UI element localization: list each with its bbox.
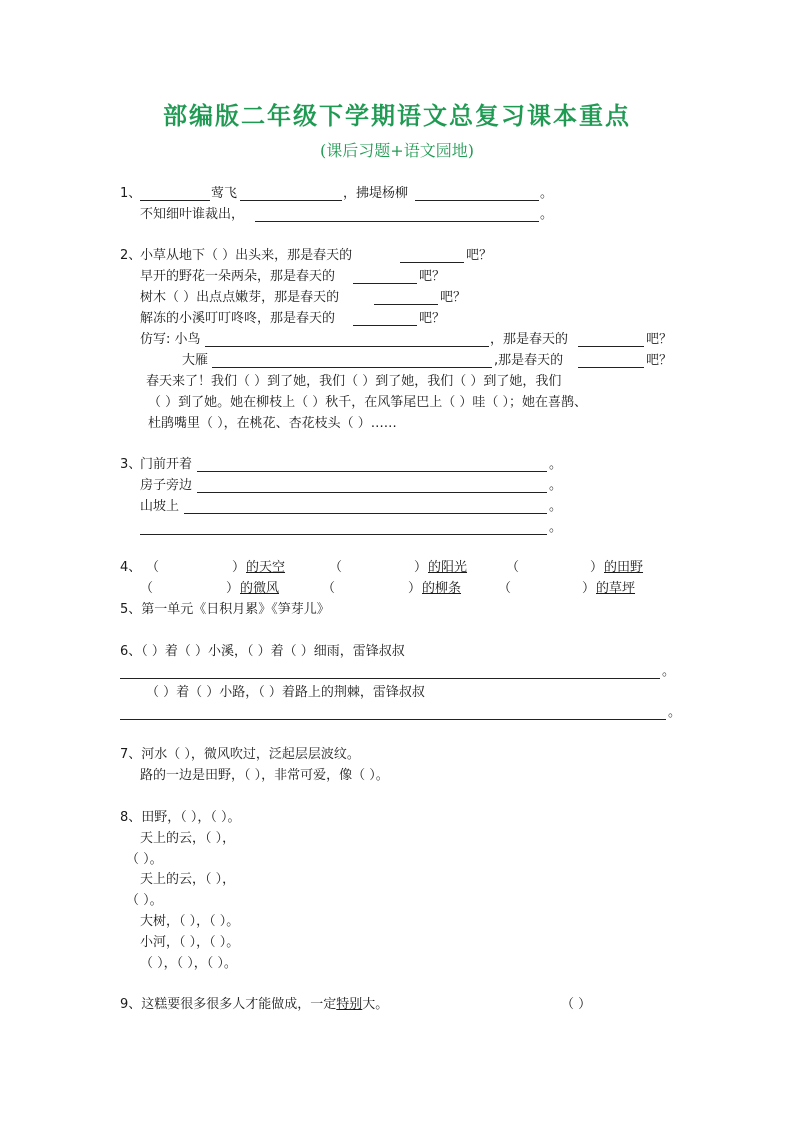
q2-line3: 树木（ ）出点点嫩芽，那是春天的 — [140, 290, 340, 305]
q1-blank-1[interactable] — [140, 200, 210, 201]
q8-line1: 8、田野，（ ），（ ）。 — [120, 810, 241, 825]
q6-line2: （ ）着（ ）小路，（ ）着路上的荆棘，雷锋叔叔 — [146, 685, 425, 700]
q4-open-2: （ — [329, 560, 343, 575]
q9-underlined-word: 特别 — [336, 997, 363, 1012]
q2-dy-blank-1[interactable] — [212, 367, 492, 368]
q1-text-a: 莺飞 — [211, 186, 238, 201]
q9-text-b: 大。 — [362, 997, 389, 1012]
q6-blank-1[interactable] — [120, 678, 660, 679]
q3-end-3: 。 — [549, 499, 563, 514]
q3-line3: 山坡上 — [140, 499, 180, 514]
q3-end-4: 。 — [549, 520, 563, 535]
q1-number: 1、 — [120, 186, 142, 201]
q3-blank-2[interactable] — [197, 492, 547, 493]
q2-fx-ba-1: 吧？ — [646, 332, 673, 347]
q4-word-6: 的草坪 — [596, 581, 636, 596]
q4-open-6: （ — [498, 581, 512, 596]
q1-text-b: ，拂堤杨柳 — [343, 186, 409, 201]
q2-blank-4[interactable] — [353, 325, 417, 326]
q2-blank-2[interactable] — [353, 283, 417, 284]
q3-line2: 房子旁边 — [140, 478, 193, 493]
q3-end-2: 。 — [549, 478, 563, 493]
q9-answer-paren[interactable]: （ ） — [561, 997, 592, 1012]
q4-close-1: ） — [232, 560, 246, 575]
q2-dy-label: 大雁 — [182, 353, 209, 368]
q2-ba-2: 吧？ — [419, 269, 446, 284]
q9-text — [120, 997, 388, 1013]
q4-word-3: 的田野 — [604, 560, 644, 575]
q2-fx-end-1: ，那是春天的 — [490, 332, 569, 347]
q4-number: 4、 — [120, 560, 142, 575]
page-title: 部编版二年级下学期语文总复习课本重点 — [163, 101, 631, 130]
q4-word-5: 的柳条 — [422, 581, 462, 596]
q8-line2: 天上的云，（ ）， — [140, 831, 236, 846]
q2-fx-ba-2: 吧？ — [646, 353, 673, 368]
q4-open-1: （ — [146, 560, 160, 575]
q5-text: 5、第一单元《日积月累》《笋芽儿》 — [120, 602, 330, 617]
q2-dy-blank-2[interactable] — [578, 367, 644, 368]
q2-line4: 解冻的小溪叮叮咚咚，那是春天的 — [140, 311, 336, 326]
q2-ba-1: 吧？ — [466, 248, 493, 263]
q4-open-3: （ — [506, 560, 520, 575]
q2-para-1: 春天来了！我们（ ）到了她，我们（ ）到了她，我们（ ）到了她，我们 — [146, 374, 562, 389]
q1-blank-3[interactable] — [415, 200, 539, 201]
q1-end: 。 — [540, 186, 554, 201]
q9-text-a: 9、这糕要很多很多人才能做成，一定 — [120, 997, 337, 1012]
q3-line1: 门前开着 — [140, 457, 193, 472]
q4-word-1: 的天空 — [246, 560, 286, 575]
q1-end2: 。 — [540, 207, 554, 222]
q2-fx-blank-2[interactable] — [578, 346, 644, 347]
q8-line4: 天上的云，（ ）， — [140, 872, 236, 887]
page-subtitle: (课后习题+语文园地) — [320, 141, 474, 160]
q1-line2: 不知细叶谁裁出， — [140, 207, 245, 222]
q2-fx-blank-1[interactable] — [205, 346, 489, 347]
q2-fx-label: 仿写: 小鸟 — [140, 332, 201, 347]
q2-ba-3: 吧？ — [440, 290, 467, 305]
q2-para-2: （ ）到了她。她在柳枝上（ ）秋千，在风筝尾巴上（ ）哇（ ）；她在喜鹊、 — [148, 395, 588, 410]
q6-blank-2[interactable] — [120, 719, 666, 720]
q1-blank-4[interactable] — [255, 221, 539, 222]
q1-blank-2[interactable] — [240, 200, 342, 201]
q4-open-5: （ — [322, 581, 336, 596]
q4-word-4: 的微风 — [240, 581, 280, 596]
q2-ba-4: 吧？ — [419, 311, 446, 326]
q2-para-3: 杜鹃嘴里（ ），在桃花、杏花枝头（ ）…… — [148, 416, 397, 431]
q4-close-3: ） — [590, 560, 604, 575]
q8-line8: （ ），（ ），（ ）。 — [140, 956, 237, 971]
q8-line5: （ ）。 — [126, 893, 163, 908]
q2-line2: 早开的野花一朵两朵，那是春天的 — [140, 269, 336, 284]
q3-blank-4[interactable] — [140, 534, 547, 535]
q7-line1: 7、河水（ ），微风吹过，泛起层层波纹。 — [120, 747, 360, 762]
q6-end-2: 。 — [668, 705, 682, 720]
q2-fx-end-2: ,那是春天的 — [494, 353, 564, 368]
q3-end-1: 。 — [549, 457, 563, 472]
q2-line1: 小草从地下（ ）出头来，那是春天的 — [140, 248, 353, 263]
q2-blank-1[interactable] — [400, 262, 464, 263]
q4-close-4: ） — [226, 581, 240, 596]
q4-open-4: （ — [140, 581, 154, 596]
q4-close-5: ） — [408, 581, 422, 596]
q8-line6: 大树，（ ），（ ）。 — [140, 914, 240, 929]
q4-close-2: ） — [414, 560, 428, 575]
q2-blank-3[interactable] — [374, 304, 438, 305]
q3-blank-1[interactable] — [197, 471, 547, 472]
q7-line2: 路的一边是田野，（ ），非常可爱，像（ ）。 — [140, 768, 389, 783]
q2-number: 2、 — [120, 248, 142, 263]
q4-close-6: ） — [582, 581, 596, 596]
q6-line1: 6、（ ）着（ ）小溪，（ ）着（ ）细雨，雷锋叔叔 — [120, 644, 405, 659]
q3-blank-3[interactable] — [184, 513, 547, 514]
q6-end-1: 。 — [662, 664, 676, 679]
q8-line3: （ ）。 — [126, 852, 163, 867]
q8-line7: 小河，（ ），（ ）。 — [140, 935, 240, 950]
q4-word-2: 的阳光 — [428, 560, 468, 575]
q3-number: 3、 — [120, 457, 142, 472]
